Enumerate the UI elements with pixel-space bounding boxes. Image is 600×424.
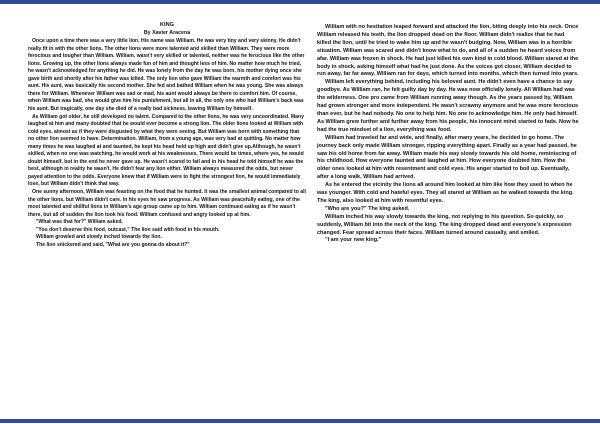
paragraph: "What was that for?" William asked. — [36, 219, 123, 226]
paragraph: William had traveled far and wide, and finally, after many years, he decided to go home. The journey back only made William stronger, ripping everything apart. Finally as a year had passed, he saw his old home from far away. William made his way slowly towards his old home, reminiscing of his childhood. How everyone taunted and laughed at him. How everyone doubted him. How the older ones looked at him with resentment and cold eyes. His anger started to boil up. Eventually, after a long walk, William had arrived. — [317, 134, 577, 181]
paragraph: William left everything behind, including his beloved aunt. He didn't even have a chance to say goodbye. As William ran, he felt guilty day by day. He was now officially lonely. All William had was the wilderness. One pro came from William running away though. As the years passed by, William had grown stronger and more independent. He wasn't scrawny anymore and he was more ferocious than ever, but he had nobody. No one to help him. No one to acknowledge him. He only had himself. As William grew further and further away from his people, his innocent mind started to fade. Now he had the true mindset of a lion, everything was food. — [317, 79, 579, 133]
story-author: By Xavier Aracena — [143, 29, 191, 36]
bottom-border — [0, 419, 600, 423]
paragraph: William growled and slowly inched towards the lion. — [36, 234, 162, 241]
paragraph: "You don't deserve this food, outcast," The lion said with food in his mouth. — [36, 226, 220, 233]
paragraph: William with no hesitation leaped forward and attacked the lion, biting deeply into his neck. Once William released his teeth, the lion dropped dead on the floor. William didn't realize that he had killed the lion, until he tried to wake him up and he wasn't budging. Now, William was in a horrible situation. William was scared and didn't know what to do, and all of a sudden he heard voices from afar. William was frozen in shock. He had just killed his own kind in cold blood. William stared at the body in shock, asking himself what had he just done. As the voices got closer, William decided to run away, far far away. William ran for days, which turned into months, which then turned into years. — [317, 24, 579, 78]
paragraph: As he entered the vicinity the lions all around him looked at him like how they used to when he was younger. With cold and hateful eyes. They all stared at William as he walked towards the king. The king, also looked at him with resentful eyes. — [317, 182, 574, 204]
paragraph: As William got older, he still developed no talent. Compared to the other lions, he was very uncoordinated. Many laughed at him and many doubted that he would ever become a strong lion. The older lions looked at William with cold eyes, almost as if they were disgusted by what they were seeing. But William was born with something that no other lion seemed to have. Determination. William, from a young age, was very bad at quitting. No matter how many times he was laughed at and taunted, he kept his head held up high and didn't give up.Although, he wasn't skilled, when no one was watching, he would work at his weaknesses. There would be times, where yes, he would doubt himself, but in the end he never gave up. He wasn't scared to fail and in his head he told himself he was the best, although in reality he wasn't. He didn't fear any lion either. William always measured the odds, but never payed attention to the odds. Everyone knew that if William were to fight the strongest lion, he would immediately lose, but William didn't think that way. — [28, 113, 304, 188]
story-title: KING — [160, 22, 174, 28]
book-spread — [0, 22, 600, 418]
paragraph: One sunny afternoon, William was feasting on the food that he hunted. It was the smallest animal compared to all the other lions, but William didn't care. In his eyes he saw progress. As William was peacefully eating, one of the most talented and skillful lions in William's age group came up to him. William continued eating as if he wasn't there, but all of sudden the lion took his food. William confused and angry looked up at him. — [28, 189, 306, 218]
left-page — [28, 22, 306, 249]
paragraph: William inched his way slowly towards the king, not replying to his question. So quickly, so suddenly, William bit into the neck of the king. The king dropped dead and everyone's expression changed. Fear spread across their faces. William turned around casually, and smiled. — [317, 213, 572, 236]
top-border — [0, 0, 600, 4]
paragraph: Once upon a time there was a very little lion. His name was William. He was very tiny and very skinny. He didn't really fit in with the other lions. The other lions were more talented and skilled than William. They were more ferocious and tougher than William. William, wasn't very skilled or talented, neither was he ferocious like the other lions. Growing up, the other lions always made fun of him and thought less of him. No matter how much he tried, he wasn't acknowledged for anything he did. He was lonely from the day he was born, his mother dying once she gave birth and shortly after his father was killed. The only lion who gave William the warmth and comfort was his aunt. His aunt, was basically his second mother. She fed and bathed William when he was young. She was always there for William. Whenever William was sad or mad, his aunt would always be there to comfort him. Of course, when William was bad, she would give him his punishment, but all in all, the only one who had William's back was his aunt. But tragically, one day she died of a really bad sickness, leaving William by himself. — [28, 38, 305, 113]
right-page — [317, 24, 579, 245]
paragraph: "I am your new king." — [325, 237, 382, 244]
paragraph: "Who are you?" The king asked. — [325, 205, 410, 212]
paragraph: The lion snickered and said, "What are you gonna do about it?" — [36, 241, 190, 248]
